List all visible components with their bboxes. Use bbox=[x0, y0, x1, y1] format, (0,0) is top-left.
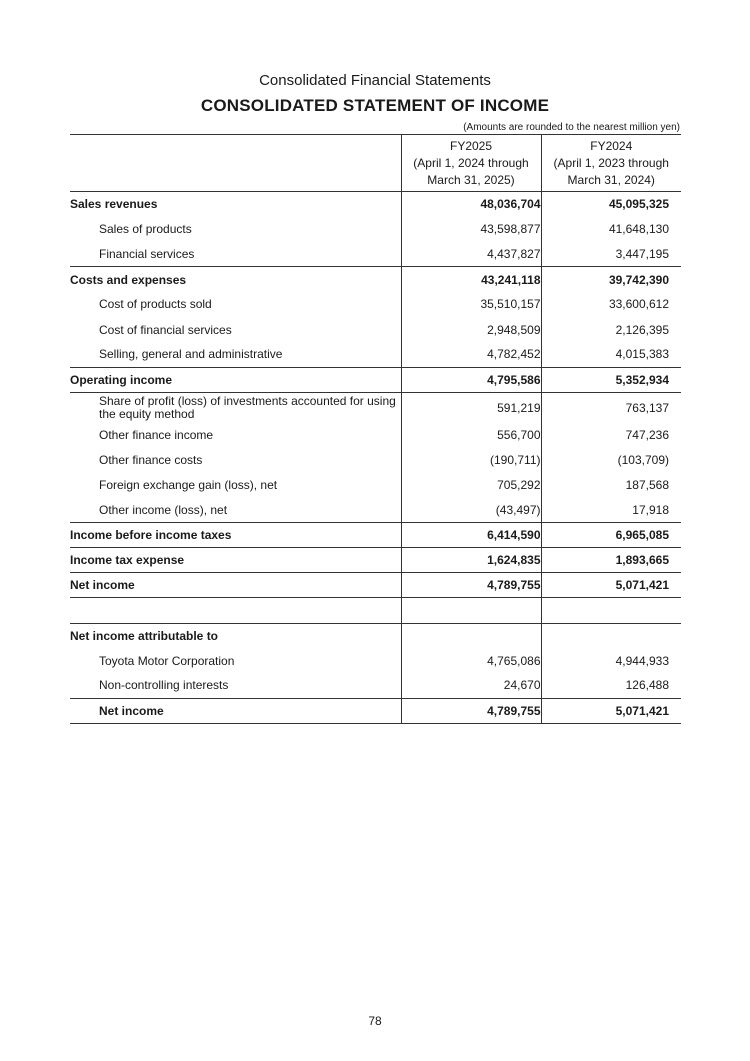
row-label: Other income (loss), net bbox=[99, 502, 228, 517]
fy2025-year: FY2025 bbox=[449, 138, 493, 153]
row-label: Sales of products bbox=[99, 222, 192, 237]
value-fy2024: 1,893,665 bbox=[541, 548, 681, 573]
row-other-finance-income bbox=[70, 422, 681, 447]
value-fy2025 bbox=[401, 598, 541, 623]
value-fy2024: 763,137 bbox=[625, 400, 669, 415]
value-fy2025: 43,241,118 bbox=[401, 267, 541, 292]
value-fy2024: 45,095,325 bbox=[608, 197, 669, 212]
row-label: Financial services bbox=[99, 246, 195, 261]
value-fy2024: (103,709) bbox=[617, 452, 669, 467]
row-label: Cost of financial services bbox=[99, 322, 232, 337]
row-fx-gain-loss bbox=[70, 472, 681, 497]
row-label: Cost of products sold bbox=[99, 297, 212, 312]
row-label: Net income attributable to bbox=[70, 628, 219, 643]
value-fy2025: 556,700 bbox=[401, 422, 541, 447]
value-fy2024: 39,742,390 bbox=[541, 267, 681, 292]
row-label: Non-controlling interests bbox=[99, 678, 229, 693]
value-fy2024 bbox=[541, 598, 681, 623]
row-label: Income before income taxes bbox=[70, 523, 401, 548]
value-fy2024: 5,352,934 bbox=[541, 367, 681, 392]
value-fy2025: 4,789,755 bbox=[401, 573, 541, 598]
value-fy2024: 41,648,130 bbox=[608, 222, 669, 237]
value-fy2025: 6,414,590 bbox=[401, 523, 541, 548]
row-label: Foreign exchange gain (loss), net bbox=[99, 477, 278, 492]
value-fy2024: 33,600,612 bbox=[608, 297, 669, 312]
value-fy2024: 4,944,933 bbox=[615, 653, 669, 668]
value-fy2025: 4,782,452 bbox=[401, 342, 541, 367]
value-fy2025: 4,437,827 bbox=[401, 242, 541, 267]
row-spacer bbox=[70, 598, 681, 623]
page-title: CONSOLIDATED STATEMENT OF INCOME bbox=[200, 96, 550, 115]
value-fy2025: 35,510,157 bbox=[401, 292, 541, 317]
row-label: Sales revenues bbox=[70, 197, 158, 212]
value-fy2025: (43,497) bbox=[401, 498, 541, 523]
value-fy2025: 43,598,877 bbox=[401, 217, 541, 242]
value-fy2025: 2,948,509 bbox=[401, 317, 541, 342]
row-label: Toyota Motor Corporation bbox=[99, 653, 235, 668]
column-header-fy2025 bbox=[401, 135, 541, 192]
value-fy2025: 4,789,755 bbox=[401, 698, 541, 723]
rounding-note: (Amounts are rounded to the nearest million yen) bbox=[463, 122, 680, 133]
row-net-income bbox=[70, 573, 681, 598]
value-fy2025: 4,765,086 bbox=[401, 648, 541, 673]
value-fy2025: 24,670 bbox=[401, 673, 541, 698]
fy2025-period-start: (April 1, 2024 through bbox=[413, 155, 529, 170]
row-attributable-heading bbox=[70, 623, 681, 648]
row-other-finance-costs bbox=[70, 447, 681, 472]
value-fy2025: 48,036,704 bbox=[401, 192, 541, 217]
row-label: Share of profit (loss) of investments accounted for using the equity method bbox=[99, 393, 396, 421]
value-fy2024: 2,126,395 bbox=[615, 322, 669, 337]
value-fy2024: 3,447,195 bbox=[615, 246, 669, 261]
row-label: Costs and expenses bbox=[70, 267, 401, 292]
value-fy2024: 4,015,383 bbox=[615, 347, 669, 362]
value-fy2024: 187,568 bbox=[625, 477, 669, 492]
row-costs-and-expenses bbox=[70, 267, 681, 292]
value-fy2025 bbox=[401, 623, 541, 648]
table-header-row bbox=[70, 135, 681, 192]
row-operating-income bbox=[70, 367, 681, 392]
row-label: Other finance income bbox=[99, 427, 214, 442]
value-fy2025: (190,711) bbox=[401, 447, 541, 472]
page-number: 78 bbox=[368, 1014, 382, 1028]
value-fy2024: 17,918 bbox=[632, 502, 669, 517]
row-label: Net income bbox=[70, 698, 401, 723]
row-label: Income tax expense bbox=[70, 548, 401, 573]
row-cost-of-financial-services bbox=[70, 317, 681, 342]
value-fy2025: 705,292 bbox=[401, 472, 541, 497]
row-income-tax-expense bbox=[70, 548, 681, 573]
row-sales-of-products bbox=[70, 217, 681, 242]
value-fy2024: 5,071,421 bbox=[541, 698, 681, 723]
section-title: Consolidated Financial Statements bbox=[259, 72, 491, 89]
value-fy2024 bbox=[541, 623, 681, 648]
row-sga bbox=[70, 342, 681, 367]
header-label-cell bbox=[70, 135, 401, 192]
row-other-income-loss bbox=[70, 498, 681, 523]
row-label: Selling, general and administrative bbox=[99, 347, 283, 362]
row-label: Other finance costs bbox=[99, 452, 203, 467]
row-label bbox=[70, 598, 401, 623]
row-label: Operating income bbox=[70, 367, 401, 392]
row-equity-method-profit bbox=[70, 392, 681, 422]
row-label: Net income bbox=[70, 573, 401, 598]
value-fy2024: 126,488 bbox=[625, 678, 669, 693]
column-header-fy2024 bbox=[541, 135, 681, 192]
row-cost-of-products-sold bbox=[70, 292, 681, 317]
value-fy2024: 6,965,085 bbox=[541, 523, 681, 548]
row-net-income-total bbox=[70, 698, 681, 723]
fy2024-period-start: (April 1, 2023 through bbox=[553, 155, 669, 170]
value-fy2025: 1,624,835 bbox=[401, 548, 541, 573]
row-non-controlling-interests bbox=[70, 673, 681, 698]
value-fy2024: 5,071,421 bbox=[541, 573, 681, 598]
row-toyota-motor-corporation bbox=[70, 648, 681, 673]
value-fy2025: 591,219 bbox=[401, 392, 541, 422]
value-fy2024: 747,236 bbox=[625, 427, 669, 442]
row-sales-revenues bbox=[70, 192, 681, 217]
fy2024-year: FY2024 bbox=[590, 138, 633, 153]
fy2025-period-end: March 31, 2025) bbox=[427, 172, 515, 187]
row-income-before-taxes bbox=[70, 523, 681, 548]
row-financial-services bbox=[70, 242, 681, 267]
fy2024-period-end: March 31, 2024) bbox=[567, 172, 655, 187]
income-statement-table bbox=[70, 134, 681, 724]
value-fy2025: 4,795,586 bbox=[401, 367, 541, 392]
